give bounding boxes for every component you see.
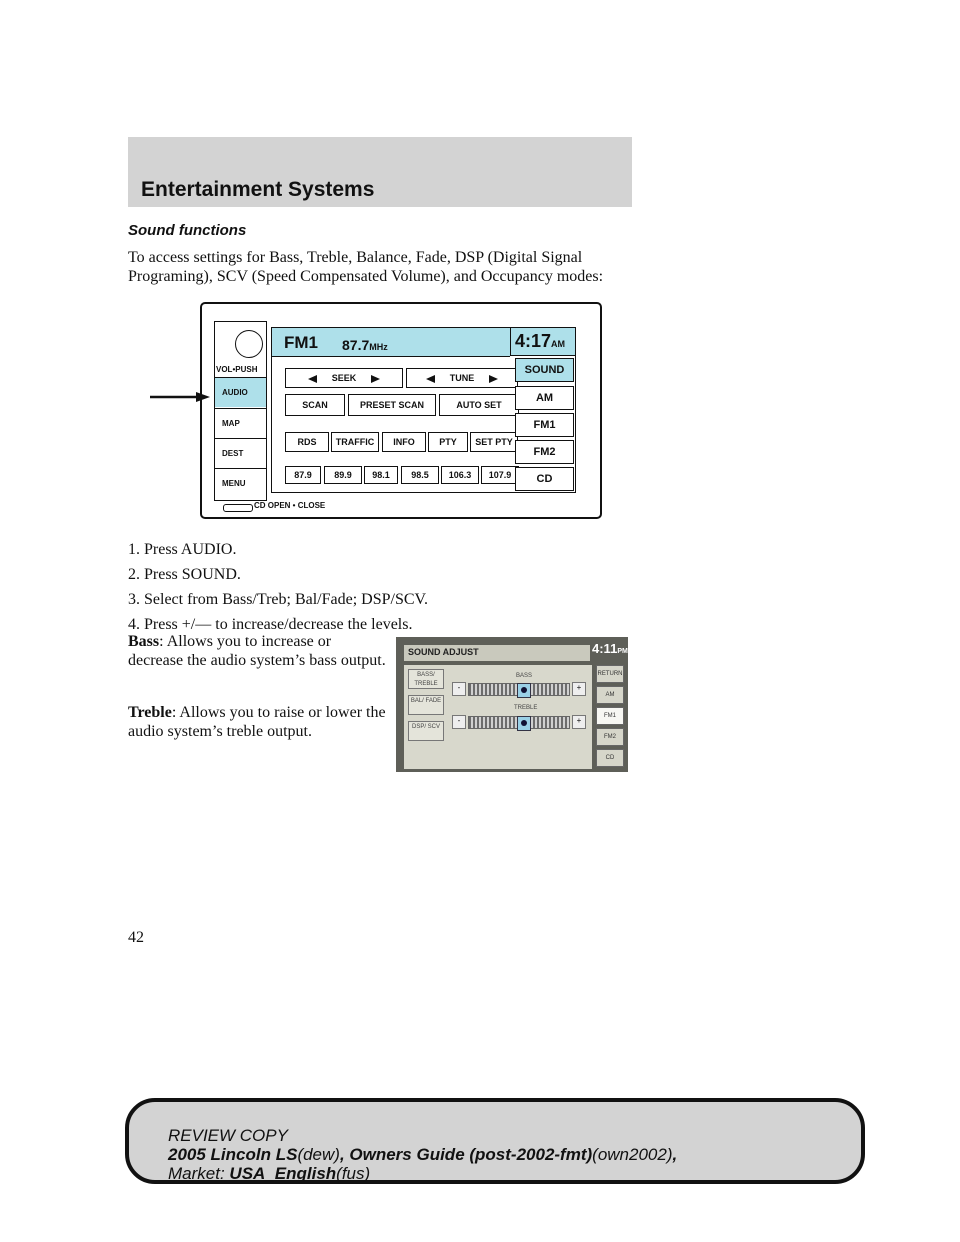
tune-button[interactable] (406, 368, 518, 388)
footer-market-code: (fus) (336, 1164, 371, 1183)
clock-time: 4:17 (515, 331, 552, 351)
radio-screen (271, 327, 576, 493)
radio-control-panel-figure (200, 302, 602, 519)
fm1-button[interactable]: FM1 (515, 413, 574, 437)
dest-button[interactable]: DEST (215, 438, 266, 468)
am-button[interactable]: AM (515, 386, 574, 410)
treble-slider-track (468, 716, 570, 729)
sound-adjust-clock-time: 4:11 (592, 641, 618, 656)
seek-left-arrow-icon (308, 375, 317, 383)
section-header-title: Entertainment Systems (141, 178, 375, 201)
footer-line-model (168, 1145, 677, 1164)
treble-plus-button[interactable]: + (572, 715, 586, 729)
bass-slider-label: BASS (516, 673, 533, 679)
treble-slider-label: TREBLE (514, 705, 538, 711)
preset-scan-button[interactable]: PRESET SCAN (348, 394, 436, 416)
bass-slider-handle[interactable] (517, 683, 531, 698)
seek-right-arrow-icon (371, 375, 380, 383)
sound-functions-heading: Sound functions (128, 222, 247, 239)
bass-slider-track (468, 683, 570, 696)
bass-description (128, 632, 388, 670)
treble-term: Treble (128, 704, 172, 721)
cd-button[interactable]: CD (515, 467, 574, 491)
step-4: 4. Press +/— to increase/decrease the levels. (128, 616, 413, 633)
footer-market: USA_English (229, 1164, 337, 1183)
band-label: FM1 (284, 333, 318, 352)
step-3: 3. Select from Bass/Treb; Bal/Fade; DSP/SCV. (128, 591, 429, 608)
clock-box (510, 328, 575, 356)
sound-adjust-clock (592, 641, 628, 656)
seek-button[interactable] (285, 368, 403, 388)
footer-model-code: (dew) (297, 1145, 340, 1164)
preset-button-4[interactable]: 98.5 (401, 466, 439, 484)
clock-display (515, 331, 565, 352)
bal-fade-button[interactable]: BAL/ FADE (408, 695, 444, 715)
footer-line-review: REVIEW COPY (168, 1126, 288, 1145)
station-bar (272, 328, 510, 357)
footer-comma: , (672, 1145, 678, 1164)
rds-button[interactable]: RDS (285, 432, 329, 452)
scan-button[interactable]: SCAN (285, 394, 345, 416)
sa-fm1-button[interactable]: FM1 (596, 707, 624, 725)
frequency-value: 87.7 (342, 337, 370, 353)
treble-text: : Allows you to raise or lower the audio system’s treble output. (128, 704, 386, 740)
frequency-display (342, 337, 388, 353)
cd-slot-icon (223, 504, 253, 512)
tune-label: TUNE (449, 373, 475, 383)
sound-adjust-panel (404, 665, 592, 769)
preset-button-3[interactable]: 98.1 (364, 466, 398, 484)
treble-minus-button[interactable]: - (452, 715, 466, 729)
step-2: 2. Press SOUND. (128, 566, 241, 583)
audio-button[interactable]: AUDIO (215, 377, 266, 407)
steps-list (128, 537, 428, 637)
map-button[interactable]: MAP (215, 408, 266, 438)
sound-adjust-clock-ampm: PM (617, 648, 628, 655)
footer-text (168, 1126, 677, 1183)
bass-term: Bass (128, 633, 160, 650)
auto-set-button[interactable]: AUTO SET (439, 394, 519, 416)
sound-adjust-screen-figure (396, 637, 628, 772)
bass-minus-button[interactable]: - (452, 682, 466, 696)
seek-label: SEEK (331, 373, 357, 383)
treble-slider-handle[interactable] (517, 716, 531, 731)
footer-guide-code: (own2002) (592, 1145, 673, 1164)
fm2-button[interactable]: FM2 (515, 440, 574, 464)
page-number: 42 (128, 929, 144, 946)
info-button[interactable]: INFO (382, 432, 426, 452)
footer-model: 2005 Lincoln LS (168, 1145, 298, 1164)
footer-line-market (168, 1164, 677, 1183)
preset-button-2[interactable]: 89.9 (324, 466, 362, 484)
clock-ampm: AM (551, 339, 566, 349)
bass-plus-button[interactable]: + (572, 682, 586, 696)
step-1: 1. Press AUDIO. (128, 541, 237, 558)
bass-text: : Allows you to increase or decrease the audio system’s bass output. (128, 633, 386, 669)
tune-left-arrow-icon (426, 375, 435, 383)
volume-knob[interactable] (235, 330, 263, 358)
sound-button[interactable]: SOUND (515, 358, 574, 382)
side-button-column (214, 321, 267, 501)
sa-fm2-button[interactable]: FM2 (596, 728, 624, 746)
frequency-unit: MHz (369, 342, 388, 352)
intro-paragraph: To access settings for Bass, Treble, Balance, Fade, DSP (Digital Signal Programing), SCV (Speed Compensated Volume), and Occupancy modes: (128, 249, 604, 285)
footer-guide: , Owners Guide (post-2002-fmt) (339, 1145, 593, 1164)
dsp-scv-button[interactable]: DSP/ SCV (408, 721, 444, 741)
vol-push-label: VOL•PUSH (216, 365, 258, 374)
menu-button[interactable]: MENU (215, 468, 266, 498)
pty-button[interactable]: PTY (428, 432, 468, 452)
return-button[interactable]: RETURN (596, 665, 624, 683)
sa-am-button[interactable]: AM (596, 686, 624, 704)
footer-market-label: Market: (168, 1164, 225, 1183)
pointer-arrow-icon (150, 392, 210, 402)
cd-open-close-label: CD OPEN • CLOSE (254, 501, 326, 510)
set-pty-button[interactable]: SET PTY (470, 432, 518, 452)
preset-button-1[interactable]: 87.9 (285, 466, 321, 484)
traffic-button[interactable]: TRAFFIC (331, 432, 379, 452)
bass-treble-button[interactable]: BASS/ TREBLE (408, 669, 444, 689)
preset-button-5[interactable]: 106.3 (441, 466, 479, 484)
bass-slider[interactable] (452, 682, 586, 696)
sound-adjust-title: SOUND ADJUST (408, 647, 479, 657)
treble-description (128, 703, 388, 741)
sa-cd-button[interactable]: CD (596, 749, 624, 767)
treble-slider[interactable] (452, 715, 586, 729)
preset-button-6[interactable]: 107.9 (481, 466, 519, 484)
tune-right-arrow-icon (489, 375, 498, 383)
